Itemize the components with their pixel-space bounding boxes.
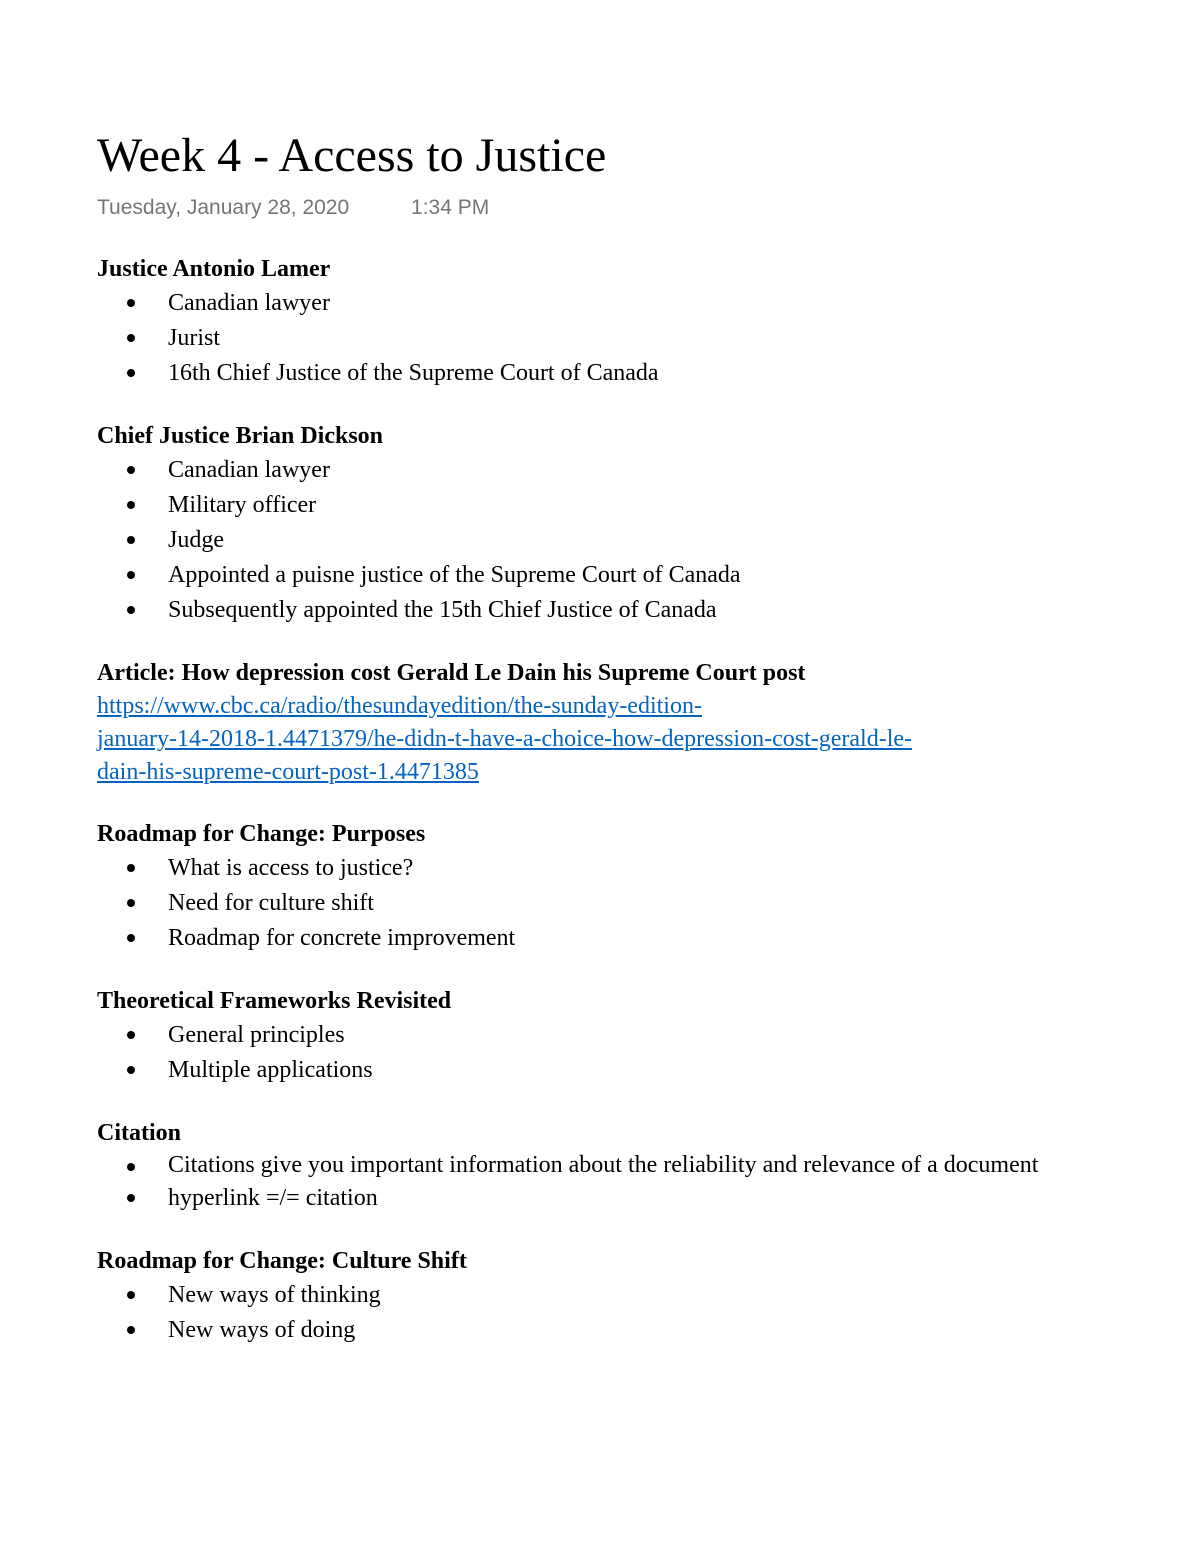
bullet-icon	[127, 466, 135, 474]
list-item	[97, 851, 1107, 886]
list-item	[97, 593, 1107, 628]
list-item-text: Canadian lawyer	[168, 457, 330, 483]
list-item-text: Jurist	[168, 325, 221, 351]
bullet-icon	[127, 1291, 135, 1299]
section-justice-antonio-lamer	[97, 252, 1107, 391]
list-item	[97, 1018, 1107, 1053]
bullet-icon	[127, 1194, 135, 1202]
list-item-text: Military officer	[168, 492, 317, 518]
bullet-icon	[127, 536, 135, 544]
list-item	[97, 1278, 1107, 1313]
list-item	[97, 286, 1107, 321]
list-item	[97, 886, 1107, 921]
section-heading: Roadmap for Change: Culture Shift	[97, 1248, 467, 1274]
list-item	[97, 321, 1107, 356]
bullet-list	[97, 1278, 1107, 1348]
bullet-icon	[127, 501, 135, 509]
list-item	[97, 558, 1107, 593]
list-item-text: Judge	[168, 527, 224, 553]
section-roadmap-culture-shift	[97, 1244, 1107, 1348]
bullet-icon	[127, 1326, 135, 1334]
list-item	[97, 1181, 1107, 1216]
section-article	[97, 656, 1107, 789]
page-timestamp	[97, 194, 1107, 222]
list-item	[97, 921, 1107, 956]
page-date: Tuesday, January 28, 2020	[97, 196, 350, 219]
bullet-icon	[127, 864, 135, 872]
bullet-icon	[127, 1066, 135, 1074]
list-item-text: Subsequently appointed the 15th Chief Justice of Canada	[168, 597, 717, 623]
list-item-text: Multiple applications	[168, 1057, 373, 1083]
list-item-text: Roadmap for concrete improvement	[168, 925, 516, 951]
section-heading: Justice Antonio Lamer	[97, 256, 331, 282]
section-theoretical-frameworks	[97, 984, 1107, 1088]
list-item-text: 16th Chief Justice of the Supreme Court of Canada	[168, 360, 659, 386]
section-heading: Roadmap for Change: Purposes	[97, 821, 426, 847]
document-page	[97, 128, 1107, 1376]
article-link-line: dain-his-supreme-court-post-1.4471385	[97, 759, 479, 785]
bullet-list	[97, 1150, 1107, 1216]
bullet-icon	[127, 934, 135, 942]
section-heading: Theoretical Frameworks Revisited	[97, 988, 452, 1014]
list-item	[97, 1313, 1107, 1348]
section-heading: Article: How depression cost Gerald Le Dain his Supreme Court post	[97, 660, 806, 686]
list-item	[97, 453, 1107, 488]
bullet-list	[97, 851, 1107, 956]
article-link-line: https://www.cbc.ca/radio/thesundayedition/the-sunday-edition-	[97, 693, 702, 719]
section-chief-justice-brian-dickson	[97, 419, 1107, 628]
bullet-icon	[127, 369, 135, 377]
bullet-icon	[127, 1031, 135, 1039]
section-heading: Citation	[97, 1120, 181, 1146]
article-link[interactable]	[97, 690, 1107, 789]
list-item-text: Appointed a puisne justice of the Supreme Court of Canada	[168, 562, 741, 588]
list-item	[97, 523, 1107, 558]
list-item	[97, 356, 1107, 391]
bullet-icon	[127, 334, 135, 342]
bullet-icon	[127, 571, 135, 579]
list-item-text: Canadian lawyer	[168, 290, 330, 316]
bullet-icon	[127, 899, 135, 907]
list-item	[97, 1150, 1107, 1181]
page-time: 1:34 PM	[411, 196, 490, 219]
list-item-text: New ways of thinking	[168, 1282, 381, 1308]
bullet-icon	[127, 1163, 135, 1171]
article-link-line: january-14-2018-1.4471379/he-didn-t-have-a-choice-how-depression-cost-gerald-le-	[97, 726, 913, 752]
list-item	[97, 1053, 1107, 1088]
list-item-text: hyperlink =/= citation	[168, 1185, 378, 1211]
bullet-list	[97, 286, 1107, 391]
bullet-list	[97, 1018, 1107, 1088]
section-roadmap-purposes	[97, 817, 1107, 956]
list-item-text: Need for culture shift	[168, 890, 374, 916]
page-title: Week 4 - Access to Justice	[97, 129, 607, 182]
list-item-text: General principles	[168, 1022, 345, 1048]
list-item-text: What is access to justice?	[168, 855, 414, 881]
list-item-text: Citations give you important information about the reliability and relevance of a document	[168, 1152, 1039, 1178]
bullet-list	[97, 453, 1107, 628]
list-item-text: New ways of doing	[168, 1317, 356, 1343]
bullet-icon	[127, 606, 135, 614]
list-item	[97, 488, 1107, 523]
bullet-icon	[127, 299, 135, 307]
section-citation	[97, 1116, 1107, 1216]
section-heading: Chief Justice Brian Dickson	[97, 423, 384, 449]
